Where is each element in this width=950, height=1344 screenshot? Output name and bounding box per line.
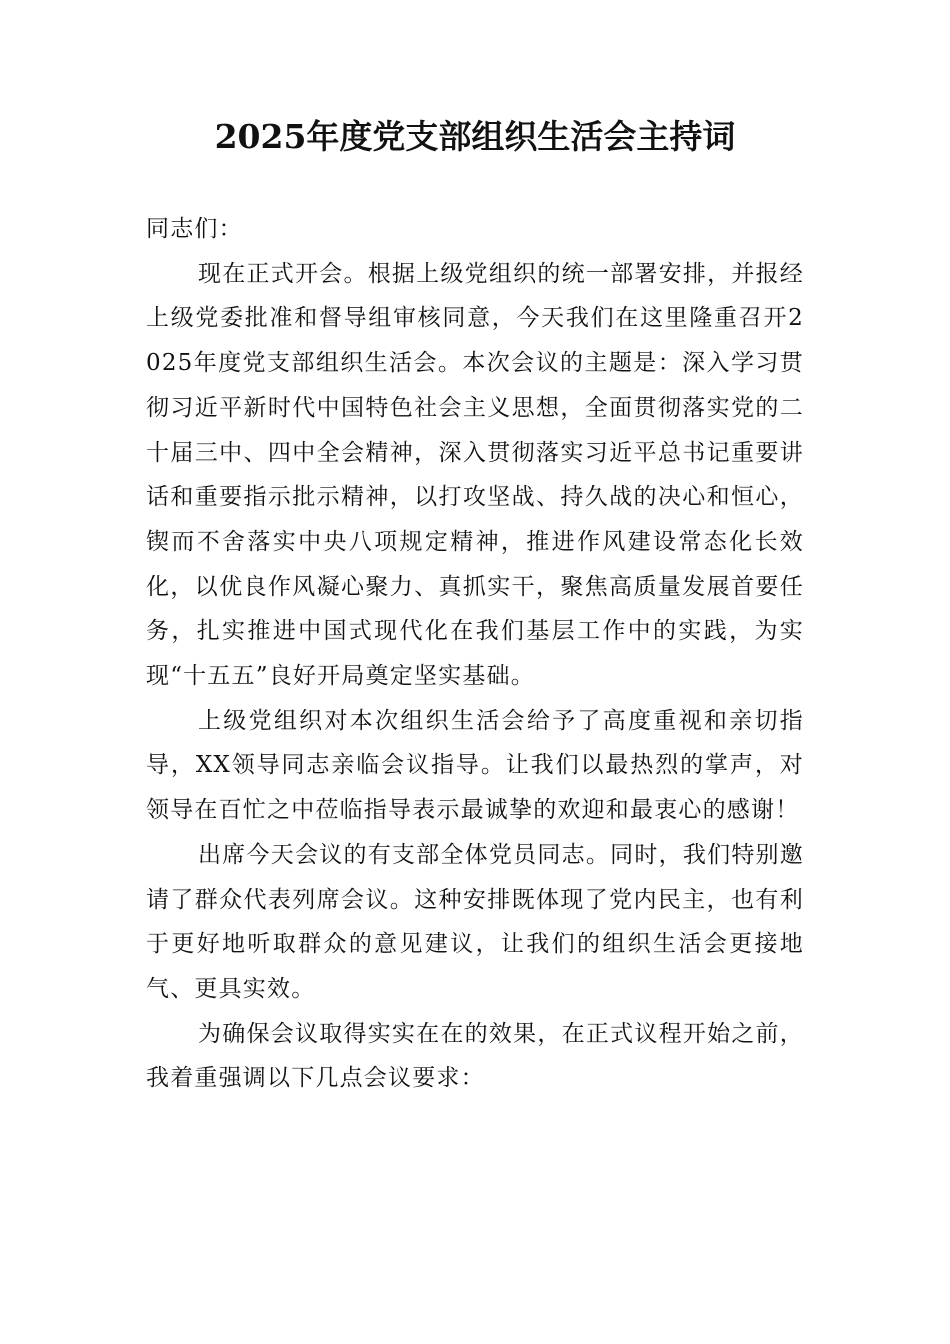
paragraph-leadership-welcome: 上级党组织对本次组织生活会给予了高度重视和亲切指导，XX领导同志亲临会议指导。让我们以最热烈的掌声，对领导在百忙之中莅临指导表示最诚挚的欢迎和最衷心的感谢！ [146, 707, 804, 824]
salutation: 同志们： [146, 216, 243, 242]
document-body [146, 207, 804, 1101]
document-title: 2025年度党支部组织生活会主持词 [214, 117, 736, 156]
paragraph-attendees: 出席今天会议的有支部全体党员同志。同时，我们特别邀请了群众代表列席会议。这种安排既体现了党内民主，也有利于更好地听取群众的意见建议，让我们的组织生活会更接地气、更具实效。 [146, 841, 804, 1002]
paragraph-meeting-requirements: 为确保会议取得实实在在的效果，在正式议程开始之前，我着重强调以下几点会议要求： [146, 1020, 804, 1092]
paragraph-opening: 现在正式开会。根据上级党组织的统一部署安排，并报经上级党委批准和督导组审核同意，今天我们在这里隆重召开2025年度党支部组织生活会。本次会议的主题是：深入学习贯彻习近平新时代中国特色社会主义思想，全面贯彻落实党的二十届三中、四中全会精神，深入贯彻落实习近平总书记重要讲话和重要指示批示精神，以打攻坚战、持久战的决心和恒心，锲而不舍落实中央八项规定精神，推进作风建设常态化长效化，以优良作风凝心聚力、真抓实干，聚焦高质量发展首要任务，扎实推进中国式现代化在我们基层工作中的实践，为实现“十五五”良好开局奠定坚实基础。 [146, 260, 804, 690]
